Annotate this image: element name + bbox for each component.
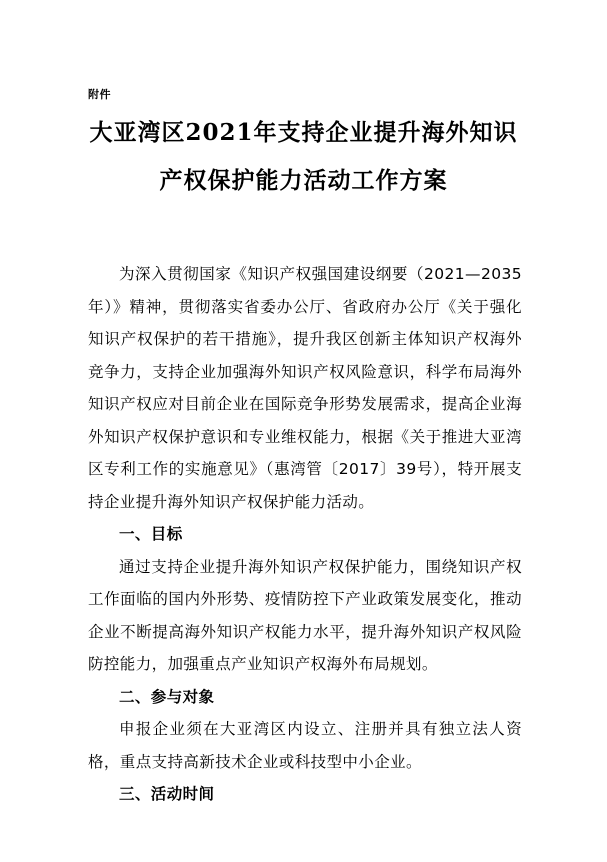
attachment-label: 附件 xyxy=(88,88,111,101)
section-text-participants: 申报企业须在大亚湾区内设立、注册并具有独立法人资格，重点支持高新技术企业或科技型中小企业。 xyxy=(88,720,522,771)
section-text-goal: 通过支持企业提升海外知识产权保护能力，围绕知识产权工作面临的国内外形势、疫情防控下产业政策发展变化，推动企业不断提高海外知识产权能力水平，提升海外知识产权风险防控能力，加强重点产业知识产权海外布局规划。 xyxy=(88,557,522,673)
section-heading-time: 三、活动时间 xyxy=(119,785,215,803)
document-title-line-1: 大亚湾区2021年支持企业提升海外知识 xyxy=(89,119,518,146)
intro-paragraph: 为深入贯彻国家《知识产权强国建设纲要（2021—2035年）》精神，贯彻落实省委办公厅、省政府办公厅《关于强化知识产权保护的若干措施》，提升我区创新主体知识产权海外竞争力，支持企业加强海外知识产权风险意识，科学布局海外知识产权应对目前企业在国际竞争形势发展需求，提高企业海外知识产权保护意识和专业维权能力，根据《关于推进大亚湾区专利工作的实施意见》（惠湾管〔2017〕39号），特开展支持企业提升海外知识产权保护能力活动。 xyxy=(88,265,522,511)
document-body xyxy=(88,258,522,811)
section-heading-goal: 一、目标 xyxy=(119,525,183,543)
section-heading-participants: 二、参与对象 xyxy=(119,687,215,706)
document-title-line-2: 产权保护能力活动工作方案 xyxy=(159,167,448,194)
